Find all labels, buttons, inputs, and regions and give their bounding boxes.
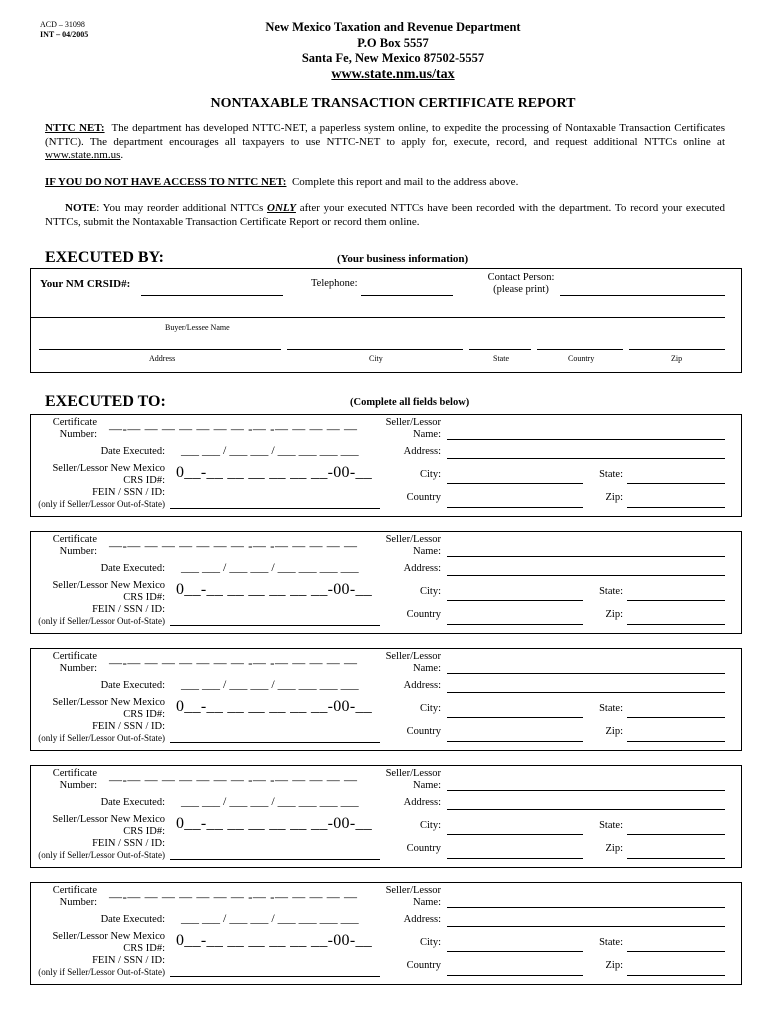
seller-state-field[interactable] [627,717,725,718]
seller-label: Seller/Lessor [385,651,441,662]
fein-label: FEIN / SSN / ID: [92,838,165,849]
seller-state-label: State: [599,469,623,480]
crs-id-field[interactable]: 0__-__ __ __ __ __ __-00-__ [176,464,373,481]
buyer-name-label: Buyer/Lessee Name [165,323,230,332]
seller-zip-field[interactable] [627,975,725,976]
note-only: ONLY [267,202,296,214]
note-paragraph [45,202,725,229]
fein-field[interactable] [170,976,380,977]
seller-name-field[interactable] [447,439,725,440]
certificate-label: Certificate [52,417,97,428]
fein-label: FEIN / SSN / ID: [92,721,165,732]
nttc-net-link[interactable]: www.state.nm.us [45,149,121,161]
date-executed-field[interactable]: ___ ___ / ___ ___ / ___ ___ ___ ___ [181,794,359,808]
crs-id-label: Seller/Lessor New Mexico [52,931,165,942]
fein-hint: (only if Seller/Lessor Out-of-State) [38,616,165,626]
nttc-net-end: . [120,149,124,161]
seller-state-field[interactable] [627,951,725,952]
seller-state-label: State: [599,820,623,831]
seller-address-field[interactable] [447,575,725,576]
seller-address-label: Address: [403,797,441,808]
crs-id-label-2: CRS ID#: [123,592,165,603]
certificate-entry-5 [30,882,742,985]
state-label: State [493,354,509,363]
nttc-net-paragraph [45,122,725,163]
certificate-number-field[interactable]: —-— — — — — — — -— -— — — — — [109,889,358,904]
date-executed-label: Date Executed: [100,797,165,808]
fein-label: FEIN / SSN / ID: [92,955,165,966]
seller-address-field[interactable] [447,926,725,927]
certificate-number-label: Number: [59,780,97,791]
note-pre: : You may reorder additional NTTCs [96,202,264,214]
certificate-label: Certificate [52,885,97,896]
seller-country-field[interactable] [447,858,583,859]
page-title: NONTAXABLE TRANSACTION CERTIFICATE REPORT [210,96,576,111]
seller-name-field[interactable] [447,907,725,908]
seller-zip-label: Zip: [605,726,623,737]
city-label: City [369,354,383,363]
country-label: Country [568,354,595,363]
note-post: after your executed NTTCs have been recorded with the department. To record your executed NTTCs, submit the Nontaxable Transaction Certificate Report or record them online. [45,202,725,228]
fein-label: FEIN / SSN / ID: [92,604,165,615]
date-executed-label: Date Executed: [100,914,165,925]
seller-address-field[interactable] [447,692,725,693]
seller-zip-label: Zip: [605,609,623,620]
crs-id-label: Seller/Lessor New Mexico [52,697,165,708]
seller-state-label: State: [599,703,623,714]
seller-city-label: City: [419,586,441,597]
seller-zip-field[interactable] [627,858,725,859]
fein-hint: (only if Seller/Lessor Out-of-State) [38,850,165,860]
date-executed-field[interactable]: ___ ___ / ___ ___ / ___ ___ ___ ___ [181,560,359,574]
seller-zip-field[interactable] [627,624,725,625]
department-city: Santa Fe, New Mexico 87502-5557 [301,51,485,65]
zip-label: Zip [671,354,683,363]
seller-state-label: State: [599,937,623,948]
date-executed-label: Date Executed: [100,680,165,691]
date-executed-field[interactable]: ___ ___ / ___ ___ / ___ ___ ___ ___ [181,443,359,457]
certificate-number-field[interactable]: —-— — — — — — — -— -— — — — — [109,538,358,553]
seller-label: Seller/Lessor [385,768,441,779]
nttc-net-text: The department has developed NTTC-NET, a paperless system online, to expedite the processing of Nontaxable Transaction Certificates (NTTC). The department encourages all taxpayers to use NTTC-NET to apply for, execute, record, and request additional NTTCs online at [45,122,725,148]
seller-country-field[interactable] [447,741,583,742]
note-label: NOTE [65,202,97,214]
no-access-label: IF YOU DO NOT HAVE ACCESS TO NTTC NET: [45,176,287,188]
contact-person-label: Contact Person: [487,272,555,283]
seller-label: Seller/Lessor [385,534,441,545]
seller-state-field[interactable] [627,834,725,835]
telephone-label: Telephone: [311,278,358,289]
form-number: ACD – 31098 [40,20,85,29]
certificate-number-field[interactable]: —-— — — — — — — -— -— — — — — [109,772,358,787]
executed-by-title: EXECUTED BY: [45,249,164,266]
date-executed-field[interactable]: ___ ___ / ___ ___ / ___ ___ ___ ___ [181,911,359,925]
address-label: Address [149,354,176,363]
address-field[interactable] [39,349,281,350]
crs-id-label: Seller/Lessor New Mexico [52,463,165,474]
seller-country-label: Country [406,609,441,620]
certificate-entry-2 [30,531,742,634]
seller-country-label: Country [406,843,441,854]
certificate-number-field[interactable]: —-— — — — — — — -— -— — — — — [109,655,358,670]
seller-country-label: Country [406,492,441,503]
seller-zip-field[interactable] [627,741,725,742]
executed-by-subtitle: (Your business information) [337,253,469,265]
seller-zip-label: Zip: [605,960,623,971]
certificate-entry-3 [30,648,742,751]
seller-name-label: Name: [413,546,441,557]
certificate-label: Certificate [52,651,97,662]
state-field[interactable] [469,349,531,350]
crs-id-field[interactable]: 0__-__ __ __ __ __ __-00-__ [176,581,373,598]
certificate-number-label: Number: [59,663,97,674]
certificate-label: Certificate [52,534,97,545]
seller-zip-label: Zip: [605,492,623,503]
certificate-entry-1 [30,414,742,517]
country-field[interactable] [537,349,623,350]
seller-name-label: Name: [413,429,441,440]
seller-country-field[interactable] [447,624,583,625]
seller-city-field[interactable] [447,483,583,484]
seller-city-field[interactable] [447,951,583,952]
seller-state-field[interactable] [627,483,725,484]
fein-hint: (only if Seller/Lessor Out-of-State) [38,733,165,743]
fein-field[interactable] [170,625,380,626]
form-revision: INT – 04/2005 [40,30,89,39]
contact-person-hint: (please print) [493,284,549,295]
seller-city-field[interactable] [447,600,583,601]
certificate-number-label: Number: [59,546,97,557]
certificate-number-label: Number: [59,429,97,440]
seller-label: Seller/Lessor [385,417,441,428]
department-url[interactable]: www.state.nm.us/tax [331,66,455,82]
fein-hint: (only if Seller/Lessor Out-of-State) [38,499,165,509]
fein-label: FEIN / SSN / ID: [92,487,165,498]
city-field[interactable] [287,349,463,350]
certificate-number-label: Number: [59,897,97,908]
crs-id-field[interactable]: 0__-__ __ __ __ __ __-00-__ [176,815,373,832]
nttc-net-label: NTTC NET: [45,122,105,134]
telephone-field[interactable] [361,295,453,296]
seller-address-label: Address: [403,680,441,691]
seller-city-label: City: [419,703,441,714]
certificate-label: Certificate [52,768,97,779]
department-name: New Mexico Taxation and Revenue Department [265,20,521,34]
seller-country-field[interactable] [447,975,583,976]
crs-id-label-2: CRS ID#: [123,826,165,837]
seller-address-label: Address: [403,914,441,925]
seller-address-field[interactable] [447,458,725,459]
seller-state-field[interactable] [627,600,725,601]
certificate-entry-4 [30,765,742,868]
crs-id-field[interactable]: 0__-__ __ __ __ __ __-00-__ [176,932,373,949]
seller-city-field[interactable] [447,834,583,835]
date-executed-label: Date Executed: [100,563,165,574]
seller-name-label: Name: [413,897,441,908]
certificate-number-field[interactable]: —-— — — — — — — -— -— — — — — [109,421,358,436]
seller-name-label: Name: [413,663,441,674]
seller-country-label: Country [406,960,441,971]
fein-field[interactable] [170,859,380,860]
buyer-name-field[interactable] [31,317,725,318]
fein-field[interactable] [170,508,380,509]
contact-person-field[interactable] [560,295,725,296]
crsid-label: Your NM CRSID#: [40,278,131,290]
crs-id-label: Seller/Lessor New Mexico [52,580,165,591]
department-box: P.O Box 5557 [357,35,429,50]
crs-id-field[interactable]: 0__-__ __ __ __ __ __-00-__ [176,698,373,715]
seller-address-label: Address: [403,446,441,457]
fein-field[interactable] [170,742,380,743]
seller-name-field[interactable] [447,556,725,557]
executed-to-subtitle: (Complete all fields below) [350,397,470,408]
crs-id-label-2: CRS ID#: [123,709,165,720]
zip-field[interactable] [629,349,725,350]
crs-id-label: Seller/Lessor New Mexico [52,814,165,825]
executed-by-box [30,268,742,373]
seller-address-field[interactable] [447,809,725,810]
seller-name-field[interactable] [447,673,725,674]
crs-id-label-2: CRS ID#: [123,943,165,954]
no-access-line [45,176,725,190]
seller-city-label: City: [419,937,441,948]
crsid-field[interactable] [141,295,283,296]
seller-state-label: State: [599,586,623,597]
seller-zip-label: Zip: [605,843,623,854]
seller-zip-field[interactable] [627,507,725,508]
seller-label: Seller/Lessor [385,885,441,896]
seller-city-field[interactable] [447,717,583,718]
date-executed-field[interactable]: ___ ___ / ___ ___ / ___ ___ ___ ___ [181,677,359,691]
seller-name-label: Name: [413,780,441,791]
seller-city-label: City: [419,820,441,831]
no-access-text: Complete this report and mail to the address above. [291,176,519,188]
date-executed-label: Date Executed: [100,446,165,457]
executed-to-title: EXECUTED TO: [45,393,166,410]
crs-id-label-2: CRS ID#: [123,475,165,486]
seller-address-label: Address: [403,563,441,574]
seller-country-label: Country [406,726,441,737]
fein-hint: (only if Seller/Lessor Out-of-State) [38,967,165,977]
seller-country-field[interactable] [447,507,583,508]
seller-city-label: City: [419,469,441,480]
department-header [0,20,770,82]
seller-name-field[interactable] [447,790,725,791]
